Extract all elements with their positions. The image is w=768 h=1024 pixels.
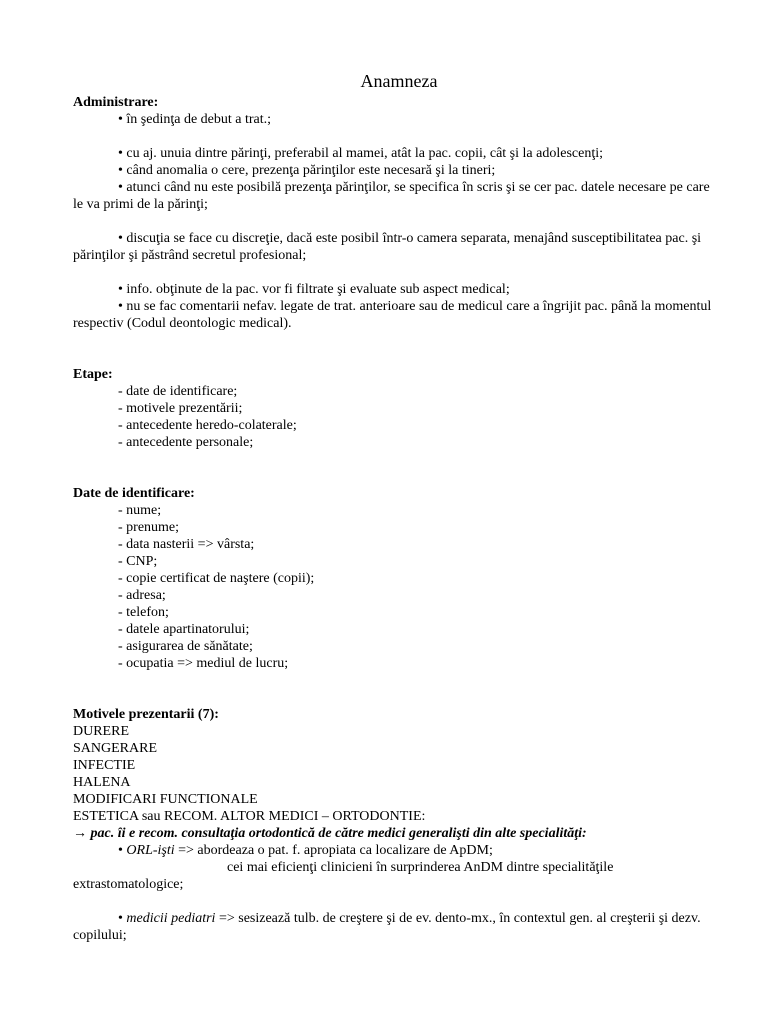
orl-term: ORL-işti xyxy=(126,843,175,858)
list-item: - data nasterii => vârsta; xyxy=(118,537,255,552)
admin-bullet-3: • când anomalia o cere, prezenţa părinţilor este necesară şi la tineri; xyxy=(118,163,496,178)
list-item: - adresa; xyxy=(118,588,166,603)
orl-bullet xyxy=(73,842,713,859)
etape-section xyxy=(73,366,713,451)
orl-continuation: cei mai eficienţi clinicieni în surprinderea AnDM dintre specialităţile xyxy=(227,860,614,875)
list-item: - date de identificare; xyxy=(118,384,238,399)
orl-continuation-2: extrastomatologice; xyxy=(73,877,184,892)
list-item: - antecedente heredo-colaterale; xyxy=(118,418,297,433)
list-item: - motivele prezentării; xyxy=(118,401,243,416)
admin-bullet-6: • info. obţinute de la pac. vor fi filtrate şi evaluate sub aspect medical; xyxy=(118,282,510,297)
list-item: - datele apartinatorului; xyxy=(118,622,250,637)
ped-rest: => sesizează tulb. de creştere şi de ev. dento-mx., în contextul gen. al creşterii şi dezv. copilului; xyxy=(73,911,701,943)
motive-item: DURERE xyxy=(73,724,129,739)
admin-bullet-5: • discuţia se face cu discreţie, dacă este posibil într-o camera separata, menajând susceptibilitatea pac. şi părinţilor şi păstrând secretul profesional; xyxy=(73,231,702,263)
orl-rest: => abordeaza o pat. f. apropiata ca localizare de ApDM; xyxy=(174,843,493,858)
admin-bullet-7: • nu se fac comentarii nefav. legate de trat. anterioare sau de medicul care a îngrijit pac. până la momentul respectiv (Codul deontologic medical). xyxy=(73,299,712,331)
list-item: - ocupatia => mediul de lucru; xyxy=(118,656,289,671)
ped-bullet-mark: • xyxy=(118,911,127,926)
admin-bullet-2: • cu aj. unuia dintre părinţi, preferabil al mamei, atât la pac. copii, cât şi la adolescenţi; xyxy=(118,146,603,161)
motive-item: SANGERARE xyxy=(73,741,158,756)
admin-bullet-4: • atunci când nu este posibilă prezenţa părinţilor, se specifica în scris şi se cer pac. datele necesare pe care le va primi de la părinţi; xyxy=(73,180,710,212)
motive-section xyxy=(73,706,713,944)
administrare-section xyxy=(73,94,713,332)
admin-bullet-1: • în şedinţa de debut a trat.; xyxy=(118,112,272,127)
etape-heading: Etape: xyxy=(73,367,113,382)
identificare-section xyxy=(73,485,713,672)
list-item: - CNP; xyxy=(118,554,158,569)
orl-bullet-mark: • xyxy=(118,843,127,858)
list-item: - copie certificat de naştere (copii); xyxy=(118,571,315,586)
list-item: - telefon; xyxy=(118,605,169,620)
motive-item: HALENA xyxy=(73,775,131,790)
list-item: - nume; xyxy=(118,503,162,518)
list-item: - antecedente personale; xyxy=(118,435,254,450)
recommendation-line: → pac. îi e recom. consultaţia ortodontică de către medici generalişti din alte specialităţi: xyxy=(73,826,587,841)
motive-item: MODIFICARI FUNCTIONALE xyxy=(73,792,258,807)
administrare-heading: Administrare: xyxy=(73,95,159,110)
identificare-heading: Date de identificare: xyxy=(73,486,195,501)
list-item: - prenume; xyxy=(118,520,180,535)
list-item: - asigurarea de sănătate; xyxy=(118,639,253,654)
ped-term: medicii pediatri xyxy=(126,911,216,926)
pediatri-bullet xyxy=(73,910,713,944)
motive-item: INFECTIE xyxy=(73,758,136,773)
motive-item: ESTETICA sau RECOM. ALTOR MEDICI – ORTODONTIE: xyxy=(73,809,426,824)
motive-heading: Motivele prezentarii (7): xyxy=(73,707,219,722)
page-title: Anamneza xyxy=(360,71,438,91)
